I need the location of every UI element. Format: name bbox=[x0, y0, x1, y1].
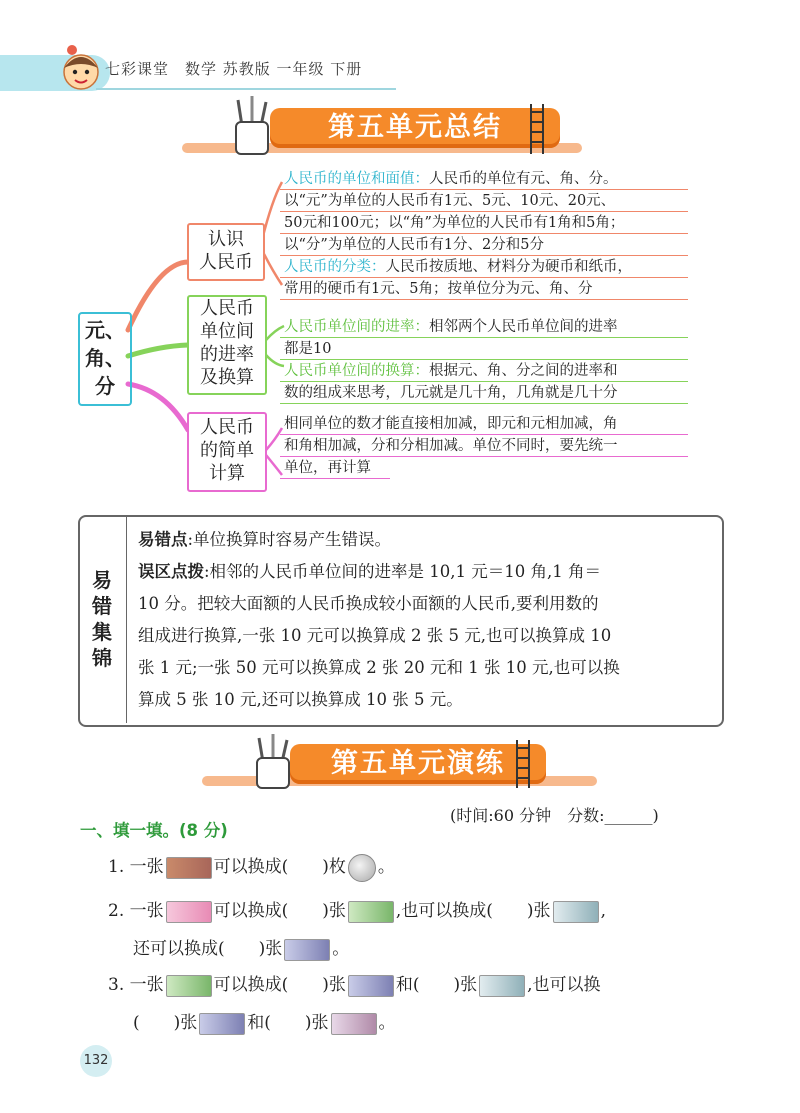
map-rule bbox=[280, 456, 688, 457]
banknote-icon bbox=[553, 901, 599, 923]
map-line: 人民币的单位和面值：人民币的单位有元、角、分。 bbox=[284, 171, 618, 187]
branch-label-line: 计算 bbox=[209, 463, 245, 484]
branch-1-text bbox=[284, 168, 632, 300]
branch-label-line: 的简单 bbox=[200, 440, 254, 461]
banknote-icon bbox=[348, 901, 394, 923]
map-line: 50元和100元；以“角”为单位的人民币有1角和5角； bbox=[284, 215, 625, 231]
branch-label-line: 单位间 bbox=[200, 321, 254, 342]
map-line: 人民币单位间的进率：相邻两个人民币单位间的进率 bbox=[284, 319, 618, 335]
map-rule bbox=[280, 299, 688, 300]
banknote-icon bbox=[199, 1013, 245, 1035]
branch-label-line: 人民币 bbox=[199, 252, 253, 273]
map-line: 都是10 bbox=[284, 341, 332, 357]
map-line: 以“分”为单位的人民币有1分、2分和5分 bbox=[284, 237, 545, 253]
map-rule bbox=[280, 434, 688, 435]
map-rule bbox=[280, 277, 688, 278]
error-tip-line: 10 分。把较大面额的人民币换成较小面额的人民币,要利用数的 bbox=[138, 594, 599, 613]
error-tip-line: 误区点拨:相邻的人民币单位间的进率是 10,1 元＝10 角,1 角＝ bbox=[138, 562, 602, 581]
map-rule bbox=[280, 233, 688, 234]
map-rule bbox=[280, 255, 688, 256]
map-line: 以“元”为单位的人民币有1元、5元、10元、20元、 bbox=[284, 193, 616, 209]
branch-label-line: 认识 bbox=[208, 229, 244, 250]
pencil-cup-icon bbox=[253, 734, 293, 790]
branch-label-line: 人民币 bbox=[200, 298, 254, 319]
map-rule bbox=[280, 189, 688, 190]
error-tip-line: 张 1 元;一张 50 元可以换算成 2 张 20 元和 1 张 10 元,也可以换 bbox=[138, 658, 620, 677]
root-line: 分 bbox=[95, 374, 115, 398]
header-title: 七彩课堂 数学 苏教版 一年级 下册 bbox=[105, 60, 363, 78]
banknote-icon bbox=[166, 975, 212, 997]
error-side-label: 易 错 集 锦 bbox=[92, 568, 112, 670]
map-line: 相同单位的数才能直接相加减，即元和元相加减，角 bbox=[284, 416, 618, 432]
root-line: 元、 bbox=[85, 318, 125, 342]
branch-label-line: 人民币 bbox=[200, 417, 254, 438]
map-line: 人民币单位间的换算：根据元、角、分之间的进率和 bbox=[284, 363, 618, 379]
branch-label-line: 的进率 bbox=[200, 344, 254, 365]
page-number: 132 bbox=[80, 1045, 112, 1077]
branch-node-rate-conversion bbox=[187, 295, 267, 395]
summary-title: 第五单元总结 bbox=[328, 112, 502, 143]
error-content bbox=[138, 524, 620, 716]
ladder-icon bbox=[514, 740, 532, 788]
map-rule bbox=[280, 359, 688, 360]
question-2-cont: 还可以换成( )张 。 bbox=[133, 939, 350, 959]
map-rule bbox=[280, 381, 688, 382]
error-tip-line: 组成进行换算,一张 10 元可以换算成 2 张 5 元,也可以换算成 10 bbox=[138, 626, 612, 645]
map-line: 和角相加减，分和分相加减。单位不同时，要先统一 bbox=[284, 438, 618, 454]
banknote-icon bbox=[284, 939, 330, 961]
question-2: 2. 一张 可以换成( )张 ,也可以换成( )张 , bbox=[108, 901, 606, 921]
banknote-icon bbox=[166, 857, 212, 879]
coin-icon bbox=[348, 854, 376, 882]
error-tip-line: 算成 5 张 10 元,还可以换算成 10 张 5 元。 bbox=[138, 690, 463, 709]
question-3: 3. 一张 可以换成( )张 和( )张 ,也可以换 bbox=[108, 975, 601, 995]
map-line: 常用的硬币有1元、5角；按单位分为元、角、分 bbox=[284, 281, 593, 297]
banknote-icon bbox=[348, 975, 394, 997]
exercise-title: 第五单元演练 bbox=[331, 748, 505, 779]
banknote-icon bbox=[166, 901, 212, 923]
map-line: 单位，再计算 bbox=[284, 460, 371, 476]
banknote-icon bbox=[479, 975, 525, 997]
map-rule bbox=[280, 403, 688, 404]
branch-2-text bbox=[284, 316, 618, 404]
time-score: (时间:60 分钟 分数:______) bbox=[450, 806, 659, 825]
question-1: 1. 一张 可以换成( )枚 。 bbox=[108, 852, 395, 882]
branch-node-recognize-rmb bbox=[187, 223, 265, 281]
map-rule bbox=[280, 211, 688, 212]
branch-label-line: 及换算 bbox=[200, 367, 254, 388]
question-3-cont: ( )张 和( )张 。 bbox=[133, 1013, 396, 1033]
section-1-heading: 一、填一填。(8 分) bbox=[80, 821, 228, 840]
exercise-title-banner bbox=[290, 744, 546, 784]
map-rule bbox=[280, 478, 390, 479]
map-line: 数的组成来思考，几元就是几十角，几角就是几十分 bbox=[284, 385, 618, 401]
error-box-side bbox=[78, 515, 127, 723]
root-line: 角、 bbox=[85, 346, 125, 370]
error-point: 易错点:单位换算时容易产生错误。 bbox=[138, 530, 392, 549]
banknote-icon bbox=[331, 1013, 377, 1035]
mindmap-root bbox=[78, 312, 132, 406]
branch-3-text bbox=[284, 413, 618, 479]
map-rule bbox=[280, 337, 688, 338]
map-line: 人民币的分类：人民币按质地、材料分为硬币和纸币， bbox=[284, 259, 632, 275]
branch-node-simple-calc bbox=[187, 412, 267, 492]
